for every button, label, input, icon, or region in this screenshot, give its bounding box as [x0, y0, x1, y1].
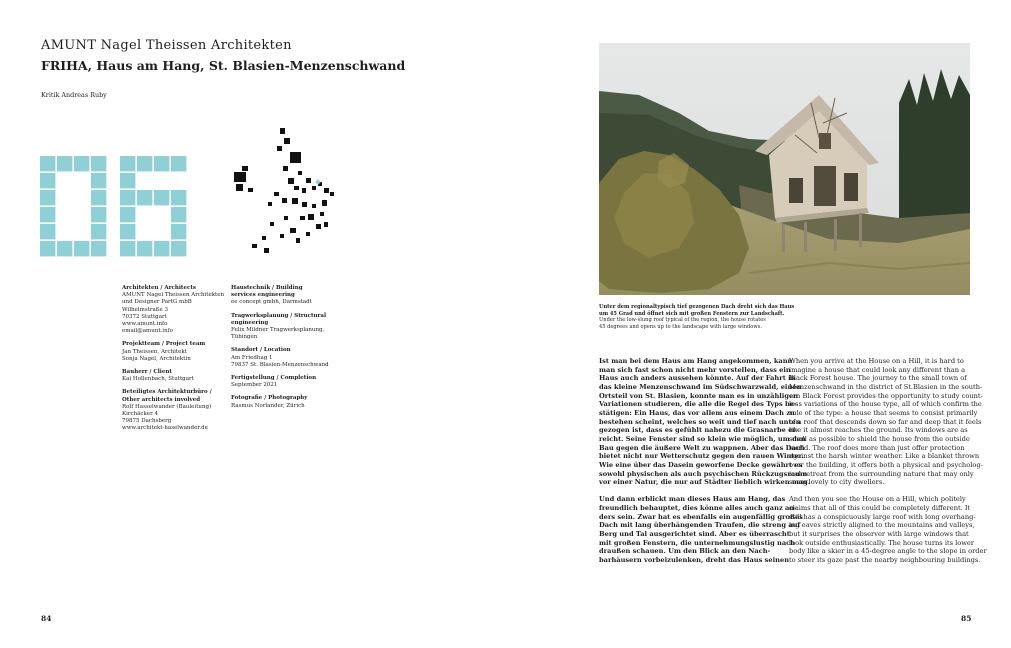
project-title: FRIHA, Haus am Hang, St. Blasien-Menzenschwand	[41, 58, 406, 73]
text-line: imagine a house that could look any different than a	[789, 365, 966, 374]
text-line: Bau gegen die äußere Welt zu wappnen. Aber das Dach	[599, 443, 805, 452]
caption-de	[599, 304, 799, 317]
text-line: ders sein. Zwar hat es ebenfalls ein augenfällig großes	[599, 512, 803, 521]
text-line: Und dann erblickt man dieses Haus am Hang, das	[599, 495, 786, 504]
credit-value: www.architekt-haselwander.de	[122, 425, 208, 432]
site-plan-figure	[228, 126, 340, 264]
credit-block	[231, 313, 341, 342]
number-tile	[57, 241, 72, 256]
article-text-de	[599, 357, 811, 573]
credit-label: Haustechnik / Building	[231, 285, 303, 291]
text-line: Dach mit lang überhängenden Traufen, die streng auf	[599, 521, 801, 530]
building-footprint	[290, 152, 301, 163]
number-tile	[40, 241, 55, 256]
number-tile	[74, 156, 89, 171]
credit-block	[231, 375, 341, 389]
text-line: reicht. Seine Fenster sind so klein wie möglich, um den	[599, 434, 806, 443]
building-footprint	[300, 216, 305, 220]
text-line: but it surprises the observer with large windows that	[789, 530, 969, 539]
text-line: look outside enthusiastically. The house turns its lower	[789, 538, 975, 547]
building-footprint	[308, 214, 314, 220]
credit-label: Standort / Location	[231, 347, 291, 354]
number-tile	[120, 224, 135, 239]
credit-value: 79837 St. Blasien-Menzenschwand	[231, 361, 329, 368]
building-footprint	[298, 171, 302, 175]
number-tile	[40, 190, 55, 205]
text-line: vor einer Natur, die nur auf Städter lieblich wirken mag.	[599, 478, 811, 487]
credits-column-right	[231, 285, 341, 416]
paragraph	[789, 495, 987, 565]
house-photo	[599, 43, 970, 295]
building-footprint	[324, 188, 329, 193]
text-line: freundlich behauptet, dies könne alles auch ganz an-	[599, 504, 797, 513]
text-line: ern Black Forest provides the opportunity to study count-	[789, 391, 983, 400]
photo-caption	[599, 304, 799, 330]
number-tile	[154, 241, 169, 256]
credit-value: email@amunt.info	[122, 328, 173, 335]
text-line: rule of the type: a house that seems to consist primarily	[789, 408, 978, 417]
caption-line: um 45 Grad und öffnet sich mit großen Fenstern zur Landschaft.	[599, 310, 785, 317]
building-footprint	[284, 138, 290, 144]
building-footprint	[283, 166, 288, 171]
number-tile	[91, 241, 106, 256]
page-number-left: 84	[41, 614, 52, 623]
building-footprint	[296, 238, 300, 243]
caption-line: Under the low-slung roof typical of the region, the house rotates	[599, 317, 766, 324]
text-line: And then you see the House on a Hill, which politely	[789, 495, 966, 504]
page-number-right: 85	[961, 614, 972, 623]
number-tile	[137, 190, 152, 205]
credit-value: Kirchäcker 4	[122, 411, 158, 418]
text-line: gezogen ist, dass es gefühlt nahezu die Grasnarbe er-	[599, 426, 799, 435]
building-footprint	[324, 222, 328, 227]
building-footprint	[316, 224, 321, 229]
credit-value: Sonja Nagel, Architektin	[122, 355, 191, 362]
number-tile	[91, 156, 106, 171]
text-line: less variations of the house type, all of which confirm the	[789, 400, 982, 409]
building-footprint	[264, 248, 269, 253]
credit-label: Fotografie / Photography	[231, 395, 308, 402]
building-footprint	[234, 172, 246, 182]
credit-value: 70372 Stuttgart	[122, 313, 167, 320]
building-footprint	[277, 146, 282, 151]
building-footprint	[306, 232, 310, 236]
text-line: seem lovely to city dwellers.	[789, 478, 885, 487]
text-line: draußen schauen. Um den Blick an den Nach-	[599, 547, 771, 556]
text-line: sowohl physischen als auch psychischen Rückzugsraum	[599, 469, 807, 478]
number-tile	[40, 173, 55, 188]
text-line: ing eaves strictly aligned to the mountains and valleys,	[789, 521, 975, 530]
text-line: like it almost reaches the ground. Its windows are as	[789, 426, 968, 435]
paragraph	[599, 495, 803, 565]
number-tile	[154, 156, 169, 171]
text-line: still has a conspicuously large roof with long overhang-	[789, 512, 976, 521]
credits-column-left	[122, 285, 225, 439]
building-footprint	[280, 128, 285, 134]
credit-block	[231, 395, 341, 409]
credit-block	[231, 285, 341, 307]
text-line: man sich fast schon nicht mehr vorstellen, dass ein	[599, 365, 791, 374]
number-tile	[171, 241, 186, 256]
paragraph	[789, 357, 983, 487]
critic-byline: Kritik Andreas Ruby	[41, 91, 107, 99]
credit-value: Wilhelmstraße 3	[122, 306, 168, 313]
building-footprint	[248, 188, 253, 192]
building-footprint	[292, 198, 298, 204]
credit-block	[231, 347, 341, 369]
number-tile	[120, 190, 135, 205]
text-line: mit großen Fenstern, die unternehmungslustig nach	[599, 538, 796, 547]
building-footprint	[242, 166, 248, 171]
credit-label: engineering	[231, 319, 269, 326]
caption-line: Unter dem regionaltypisch tief gezogenen Dach dreht sich das Haus	[599, 304, 795, 310]
credit-block	[122, 285, 225, 335]
building-footprint	[312, 204, 316, 208]
credit-block	[122, 389, 222, 432]
number-tile	[154, 190, 169, 205]
building-footprint	[306, 178, 311, 183]
building-footprint	[302, 188, 306, 193]
text-line: ical retreat from the surrounding nature that may only	[789, 469, 974, 478]
text-line: bietet nicht nur Wetterschutz gegen den rauen Winter.	[599, 452, 804, 461]
credit-label: Beteiligtes Architekturbüro /	[122, 389, 212, 396]
text-line: world. The roof does more than just offer protection	[789, 443, 965, 452]
number-tile	[120, 173, 135, 188]
text-line: body like a skier in a 45-degree angle to the slope in order	[789, 547, 987, 556]
text-line: of a roof that descends down so far and deep that it feels	[789, 417, 982, 426]
credit-value: AMUNT Nagel Theissen Architekten	[122, 292, 225, 299]
text-line: to steer its gaze past the nearby neighbouring buildings.	[789, 556, 981, 565]
credit-value: Am Friedhag 1	[231, 354, 273, 361]
number-tile	[91, 207, 106, 222]
credit-value: 79875 Dachsberg	[122, 418, 172, 425]
text-line: bestehen scheint, welches so weit und tief nach unten	[599, 417, 801, 426]
number-tile	[171, 224, 186, 239]
caption-line: 45 degrees and opens up to the landscape with large windows.	[599, 323, 762, 330]
number-tile	[57, 156, 72, 171]
credit-label: Tragwerksplanung / Structural	[231, 312, 327, 319]
text-line: claims that all of this could be completely different. It	[789, 504, 971, 513]
text-line: Wie eine über das Dasein geworfene Decke gewährt es	[599, 460, 803, 469]
credit-label: Fertigstellung / Completion	[231, 375, 317, 382]
text-line: Menzenschwand in the district of St.Blasien in the south-	[789, 382, 983, 391]
building-footprint	[270, 222, 274, 226]
text-line: When you arrive at the House on a Hill, it is hard to	[789, 357, 964, 365]
number-tile	[171, 156, 186, 171]
number-tile	[40, 156, 55, 171]
credit-value: September 2021	[231, 382, 278, 389]
building-footprint	[280, 234, 284, 238]
building-footprint	[288, 178, 294, 184]
text-line: barhäusern vorbeizulenken, dreht das Haus seinen	[599, 556, 790, 565]
text-line: Black Forest house. The journey to the small town of	[789, 374, 967, 383]
number-tile	[91, 173, 106, 188]
article-text-en	[789, 357, 987, 573]
building-footprint	[274, 192, 279, 196]
text-line: das kleine Menzenschwand im Südschwarzwald, einen	[599, 382, 802, 391]
credit-label: Other architects involved	[122, 396, 201, 403]
credit-value: Rolf Hasselwander (Bauleitung)	[122, 403, 212, 410]
number-tile	[91, 224, 106, 239]
paragraph	[599, 357, 811, 487]
building-footprint	[268, 202, 272, 206]
building-footprint	[282, 198, 287, 203]
text-line: small as possible to shield the house from the outside	[789, 434, 970, 443]
number-tile	[120, 241, 135, 256]
credit-block	[122, 369, 222, 383]
credit-block	[122, 341, 222, 363]
project-number-graphic	[40, 156, 188, 258]
number-tile	[40, 224, 55, 239]
number-tile	[74, 241, 89, 256]
credit-label: services engineering	[231, 292, 295, 299]
building-footprint	[320, 212, 324, 216]
credit-label: Bauherr / Client	[122, 369, 172, 376]
credit-label: Architekten / Architects	[122, 285, 196, 291]
building-footprint	[236, 184, 243, 191]
text-line: Berg und Tal ausgerichtet sind. Aber es überrascht	[599, 530, 790, 539]
number-tile	[137, 241, 152, 256]
text-line: stätigen: Ein Haus, das vor allem aus einem Dach zu	[599, 408, 795, 417]
text-line: over the building, it offers both a physical and psycholog-	[789, 460, 983, 469]
building-footprint	[302, 202, 307, 207]
number-tile	[171, 207, 186, 222]
building-footprint	[290, 228, 296, 233]
credit-value: Rasmus Norlander, Zürich	[231, 402, 305, 409]
building-footprint	[284, 216, 288, 220]
credit-value: www.amunt.info	[122, 321, 168, 328]
building-footprint	[294, 186, 299, 190]
caption-en	[599, 317, 799, 330]
firm-name: AMUNT Nagel Theissen Architekten	[41, 38, 292, 53]
number-tile	[120, 207, 135, 222]
building-footprint	[312, 186, 316, 190]
building-footprint	[262, 236, 266, 240]
text-line: against the harsh winter weather. Like a blanket thrown	[789, 452, 980, 461]
building-footprint	[322, 200, 327, 206]
number-tile	[137, 156, 152, 171]
number-tile	[171, 190, 186, 205]
credit-value: und Designer PartG mbB	[122, 299, 192, 306]
credit-value: Felix Mildner Tragwerksplanung,	[231, 327, 325, 334]
credit-value: Kai Hollenbach, Stuttgart	[122, 376, 194, 383]
number-tile	[40, 207, 55, 222]
text-line: Ortsteil von St. Blasien, konnte man es in unzähligen	[599, 391, 799, 400]
number-tile	[91, 190, 106, 205]
credit-label: Projektteam / Project team	[122, 341, 206, 348]
credit-value: Tübingen	[231, 334, 258, 341]
text-line: Variationen studieren, die alle die Regel des Typs be-	[599, 400, 797, 409]
building-footprint	[252, 244, 257, 248]
building-footprint	[330, 192, 334, 196]
text-line: Haus auch anders aussehen könnte. Auf der Fahrt in	[599, 374, 796, 383]
number-tile	[120, 156, 135, 171]
credit-value: Jan Theissen, Architekt	[122, 348, 187, 355]
text-line: Ist man bei dem Haus am Hang angekommen, kann	[599, 357, 793, 365]
credit-value: ee concept gmbh, Darmstadt	[231, 299, 312, 306]
